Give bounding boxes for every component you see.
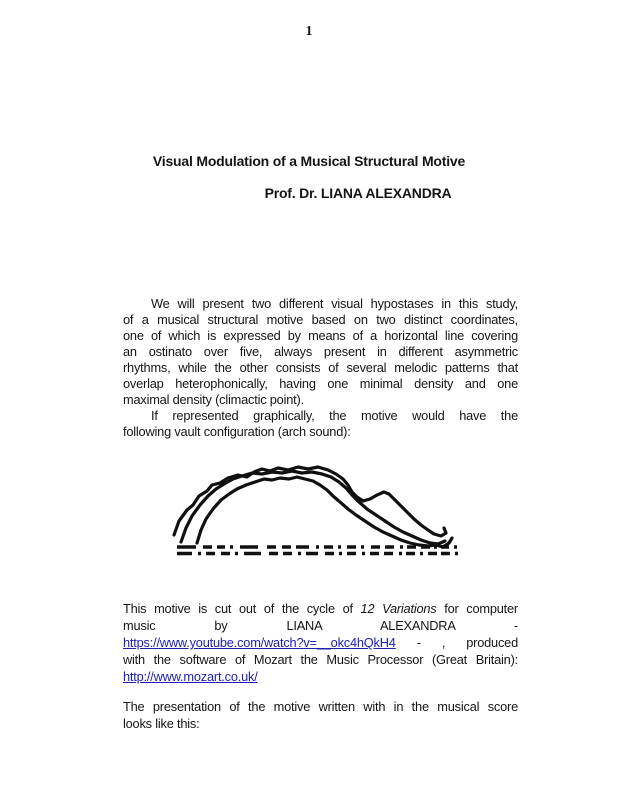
page-number: 1 <box>305 24 313 39</box>
text-line: looks like this: <box>123 716 200 731</box>
text-line: one of which is expressed by means of a horizontal line covering <box>123 328 518 343</box>
youtube-link[interactable]: https://www.youtube.com/watch?v=__okc4hQkH4 <box>123 635 396 650</box>
text-line: music by LIANA ALEXANDRA - <box>123 618 518 633</box>
outer-arch-curve <box>174 467 446 536</box>
paragraph-cycle-source <box>123 600 518 685</box>
text-line: maximal density (climactic point). <box>123 392 304 407</box>
text-line <box>123 668 518 685</box>
text-line: of a musical structural motive based on two distinct coordinates, <box>123 312 518 327</box>
text-segment: This motive is cut out of the cycle of <box>123 601 353 616</box>
text-line: The presentation of the motive written with in the musical score <box>123 699 518 714</box>
text-line: following vault configuration (arch sound): <box>123 424 351 439</box>
text-line: We will present two different visual hypostases in this study, <box>151 296 518 311</box>
text-column <box>123 296 518 732</box>
text-line: an ostinato over five, always present in different asymmetric <box>123 344 518 359</box>
paragraph-hypostases <box>123 296 518 408</box>
paragraph-graphic-representation <box>123 408 518 440</box>
mozart-link[interactable]: http://www.mozart.co.uk/ <box>123 669 258 684</box>
paragraph-score-presentation <box>123 698 518 732</box>
text-line: with the software of Mozart the Music Processor (Great Britain): <box>123 652 518 667</box>
text-line <box>123 634 518 651</box>
text-line: overlap heterophonically, having one minimal density and one <box>123 376 518 391</box>
text-segment: for computer <box>444 601 518 616</box>
italic-work-title: 12 Variations <box>360 601 437 616</box>
text-segment: - , produced <box>416 635 518 650</box>
page-title: Visual Modulation of a Musical Structural Motive <box>152 153 466 169</box>
text-line: rhythms, while the other consists of several melodic patterns that <box>123 360 518 375</box>
text-line: If represented graphically, the motive would have the <box>151 408 518 423</box>
arch-vault-motive-drawing <box>123 463 518 563</box>
arch-curves-figure <box>165 463 475 563</box>
text-line <box>123 600 518 617</box>
author-line: Prof. Dr. LIANA ALEXANDRA <box>264 185 452 201</box>
